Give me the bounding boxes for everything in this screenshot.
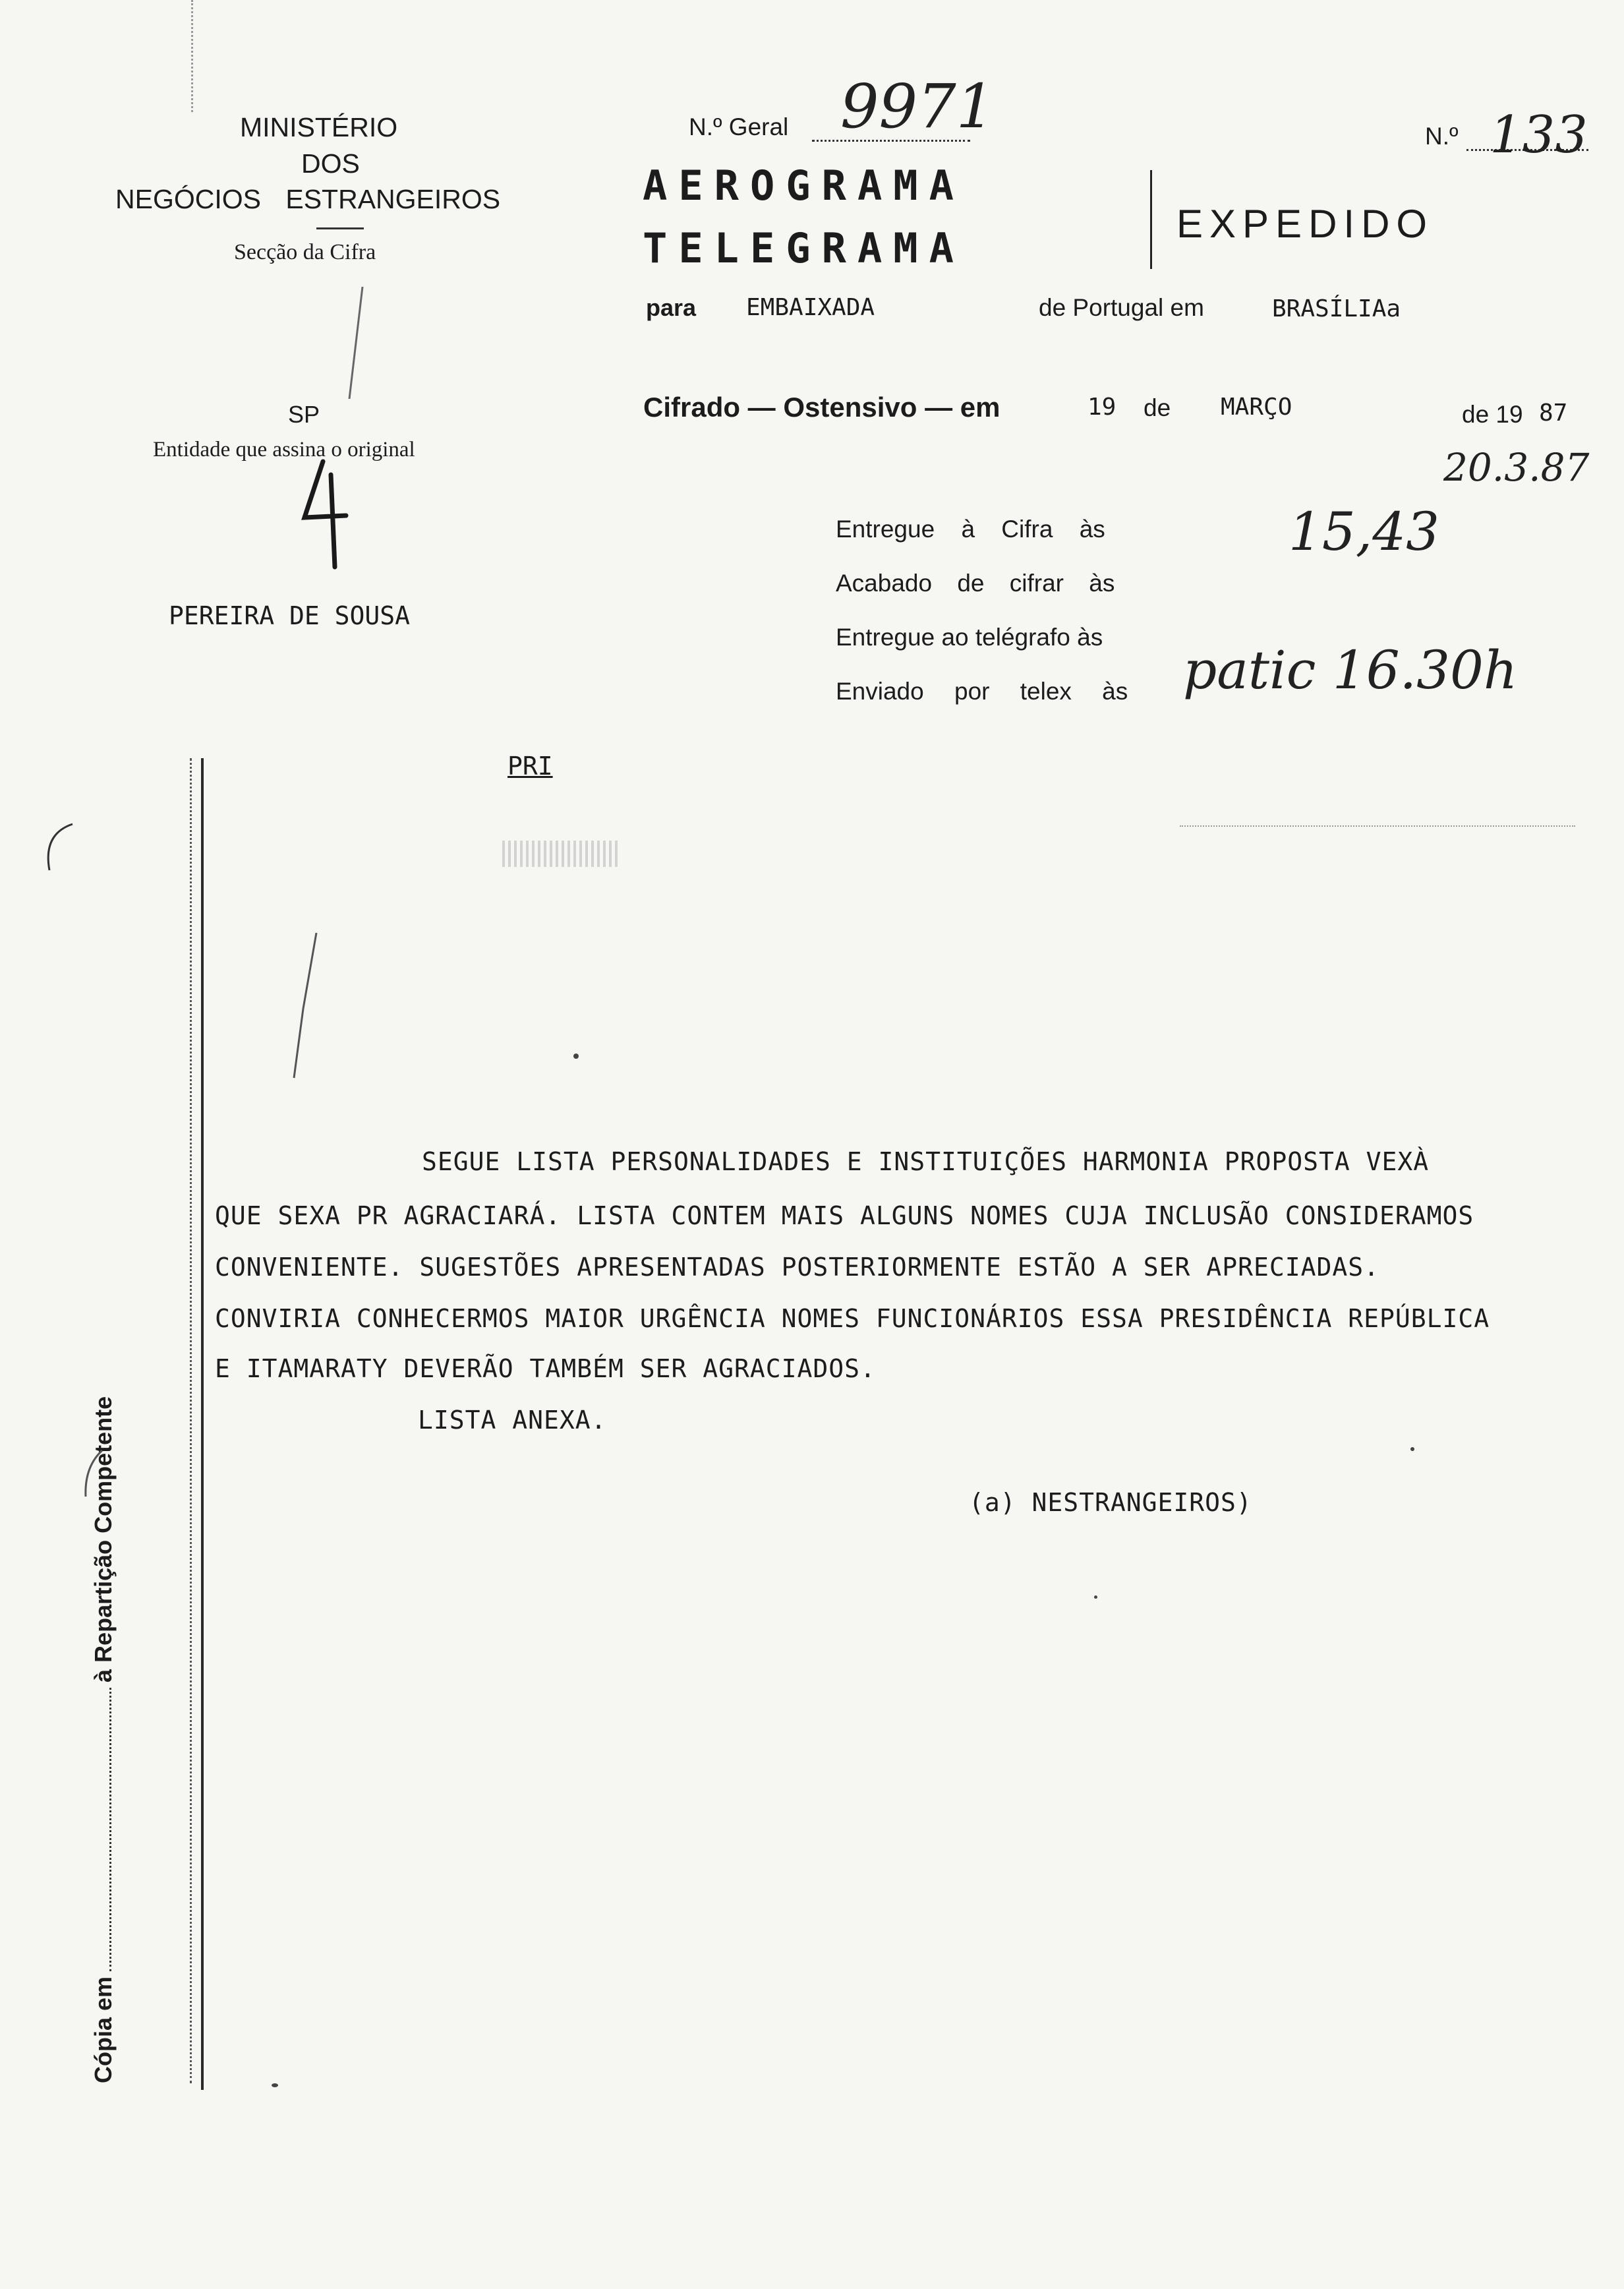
- body-line-1: SEGUE LISTA PERSONALIDADES E INSTITUIÇÕES HARMONIA PROPOSTA VEXÀ: [422, 1147, 1430, 1176]
- body-line-6: LISTA ANEXA.: [418, 1406, 607, 1435]
- delivery-row-1-hand: 15,43: [1289, 501, 1440, 562]
- handwritten-date: 20.3.87: [1443, 445, 1590, 490]
- margin-arc-icon: [40, 821, 79, 874]
- body-line-4: CONVIRIA CONHECERMOS MAIOR URGÊNCIA NOMES FUNCIONÁRIOS ESSA PRESIDÊNCIA REPÚBLICA: [215, 1304, 1490, 1333]
- para-label: para: [646, 294, 697, 321]
- ministry-line-1: MINISTÉRIO: [240, 112, 398, 142]
- geral-number: 9971: [840, 71, 995, 142]
- top-left-dotted-mark: [191, 0, 193, 112]
- pencil-stroke-icon: [290, 930, 330, 1081]
- para-value: EMBAIXADA: [746, 294, 875, 321]
- body-line-2: QUE SEXA PR AGRACIARÁ. LISTA CONTEM MAIS ALGUNS NOMES CUJA INCLUSÃO CONSIDERAMOS: [215, 1201, 1474, 1230]
- left-margin-dotted-rule: [190, 758, 192, 2083]
- delivery-row-4-hand: patic 16.30h: [1183, 639, 1518, 701]
- geral-label: N.º Geral: [689, 113, 789, 140]
- pencil-stroke-2-icon: [343, 283, 369, 402]
- number-value: 133: [1490, 105, 1588, 165]
- signature-mark-icon: [297, 455, 356, 574]
- expedido-status: EXPEDIDO: [1176, 202, 1434, 246]
- section-name: Secção da Cifra: [234, 240, 376, 264]
- portugal-label: de Portugal em: [1039, 294, 1204, 321]
- number-label: N.º: [1425, 123, 1459, 150]
- date-month: MARÇO: [1221, 394, 1292, 421]
- header-separator: [1180, 825, 1575, 827]
- ministry-line-3: NEGÓCIOS ESTRANGEIROS: [115, 184, 501, 214]
- title-divider: [1150, 170, 1152, 269]
- delivery-row-2-label: Acabado de cifrar às: [836, 570, 1115, 597]
- cifrado-label: Cifrado — Ostensivo — em: [643, 392, 1000, 423]
- left-margin-rule: [201, 758, 204, 2090]
- signer-caption: Entidade que assina o original: [153, 438, 415, 461]
- margin-arc-2-icon: [79, 1447, 105, 1500]
- body-signature: (a) NESTRANGEIROS): [969, 1488, 1252, 1517]
- copia-fill-line: [109, 1688, 111, 1971]
- signer-name: PEREIRA DE SOUSA: [169, 601, 411, 630]
- portugal-value: BRASÍLIAa: [1272, 295, 1401, 322]
- copia-label: Cópia em: [90, 1976, 117, 2083]
- scan-speck: [272, 2083, 278, 2087]
- date-day: 19: [1088, 394, 1116, 421]
- delivery-row-3-label: Entregue ao telégrafo às: [836, 624, 1103, 651]
- aerograma-title: AEROGRAMA: [643, 162, 965, 210]
- scan-speck: [1410, 1447, 1414, 1451]
- scan-speck: [573, 1054, 579, 1059]
- section-divider: [316, 227, 364, 229]
- date-year-label: de 19: [1462, 401, 1523, 428]
- scan-speck: [1094, 1595, 1097, 1599]
- reparticao-label: à Repartição Competente: [90, 1396, 117, 1682]
- date-de-label: de: [1144, 394, 1171, 421]
- telegrama-title: TELEGRAMA: [643, 224, 965, 272]
- body-line-3: CONVENIENTE. SUGESTÕES APRESENTADAS POSTERIORMENTE ESTÃO A SER APRECIADAS.: [215, 1253, 1379, 1282]
- body-line-5: E ITAMARATY DEVERÃO TAMBÉM SER AGRACIADOS.: [215, 1354, 876, 1383]
- date-year-value: 87: [1539, 400, 1568, 427]
- ministry-line-2: DOS: [301, 148, 360, 179]
- priority-code: PRI: [508, 752, 553, 781]
- delivery-row-1-label: Entregue à Cifra às: [836, 516, 1105, 543]
- delivery-row-4-label: Enviado por telex às: [836, 678, 1128, 705]
- stamp-smudge: [502, 841, 618, 867]
- signer-initials: SP: [288, 401, 320, 428]
